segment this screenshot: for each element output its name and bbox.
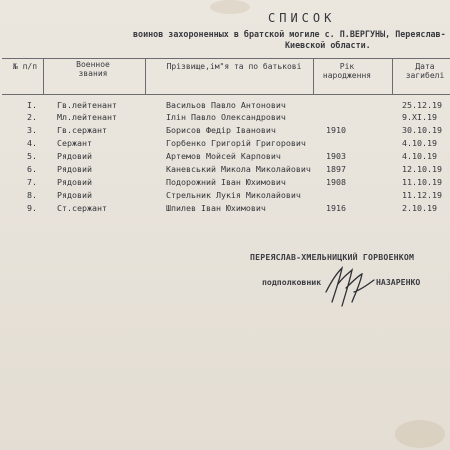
cell-name: Горбенко Григорій Григорович (166, 138, 306, 148)
column-header-date: Дата загибелі (405, 62, 445, 80)
cell-num: 8. (27, 190, 37, 200)
table-row (0, 176, 450, 188)
table-row (0, 137, 450, 149)
table-row (0, 99, 450, 111)
column-divider (43, 58, 44, 94)
table-top-rule (2, 58, 450, 59)
cell-date: 12.10.19 (402, 164, 442, 174)
column-header-year: Рік народження (322, 62, 372, 80)
cell-name: Подорожний Іван Юхимович (166, 177, 286, 187)
cell-date: 11.10.19 (402, 177, 442, 187)
cell-num: 4. (27, 138, 37, 148)
column-divider (392, 58, 393, 94)
cell-name: Артемов Мойсей Карпович (166, 151, 281, 161)
table-row (0, 150, 450, 162)
cell-date: 4.10.19 (402, 151, 437, 161)
cell-rank: Гв.сержант (57, 125, 107, 135)
cell-name: Каневський Микола Миколайович (166, 164, 311, 174)
cell-num: 2. (27, 112, 37, 122)
cell-date: 2.10.19 (402, 203, 437, 213)
military-commissariat-name: ПЕРЕЯСЛАВ-ХМЕЛЬНИЦКИЙ ГОРВОЕНКОМ (250, 252, 415, 262)
cell-year: 1908 (326, 177, 346, 187)
cell-num: I. (27, 100, 37, 110)
signer-rank: подполковник (262, 277, 322, 287)
table-row (0, 111, 450, 123)
cell-rank: Рядовий (57, 164, 92, 174)
cell-year: 1910 (326, 125, 346, 135)
cell-name: Шпилев Іван Юхимович (166, 203, 266, 213)
cell-rank: Гв.лейтенант (57, 100, 117, 110)
signer-name: НАЗАРЕНКО (376, 277, 421, 287)
subtitle-line-2: Киевской области. (285, 40, 371, 50)
column-divider (145, 58, 146, 94)
cell-rank: Рядовий (57, 190, 92, 200)
cell-rank: Рядовий (57, 177, 92, 187)
cell-rank: Мл.лейтенант (57, 112, 117, 122)
cell-year: 1916 (326, 203, 346, 213)
cell-num: 6. (27, 164, 37, 174)
cell-num: 7. (27, 177, 37, 187)
cell-num: 5. (27, 151, 37, 161)
table-row (0, 124, 450, 136)
cell-num: 3. (27, 125, 37, 135)
table-header-rule (2, 94, 450, 95)
cell-rank: Сержант (57, 138, 92, 148)
cell-date: 30.10.19 (402, 125, 442, 135)
cell-year: 1903 (326, 151, 346, 161)
cell-rank: Рядовий (57, 151, 92, 161)
cell-date: 4.10.19 (402, 138, 437, 148)
document-subtitle (133, 29, 450, 51)
cell-rank: Ст.сержант (57, 203, 107, 213)
cell-name: Ілін Павло Олександрович (166, 112, 286, 122)
subtitle-line-1: воинов захороненных в братской могиле с. П.ВЕРГУНЫ, Переяслав- (133, 29, 446, 39)
cell-date: 11.12.19 (402, 190, 442, 200)
cell-date: 25.12.19 (402, 100, 442, 110)
cell-year: 1897 (326, 164, 346, 174)
handwritten-signature (318, 262, 380, 310)
column-header-num: № п/п (12, 62, 38, 71)
column-header-name: Прізвище,ім"я та по батькові (166, 62, 302, 71)
cell-date: 9.XI.19 (402, 112, 437, 122)
table-row (0, 163, 450, 175)
column-header-rank: Военное звания (76, 60, 110, 78)
paper-stain (210, 0, 250, 14)
cell-name: Борисов Федір Іванович (166, 125, 276, 135)
column-divider (313, 58, 314, 94)
cell-num: 9. (27, 203, 37, 213)
cell-name: Стрельник Лукія Миколайович (166, 190, 301, 200)
table-row (0, 189, 450, 201)
document-title: СПИСОК (268, 11, 336, 25)
cell-name: Васильов Павло Антонович (166, 100, 286, 110)
table-row (0, 202, 450, 214)
paper-stain (395, 420, 445, 448)
